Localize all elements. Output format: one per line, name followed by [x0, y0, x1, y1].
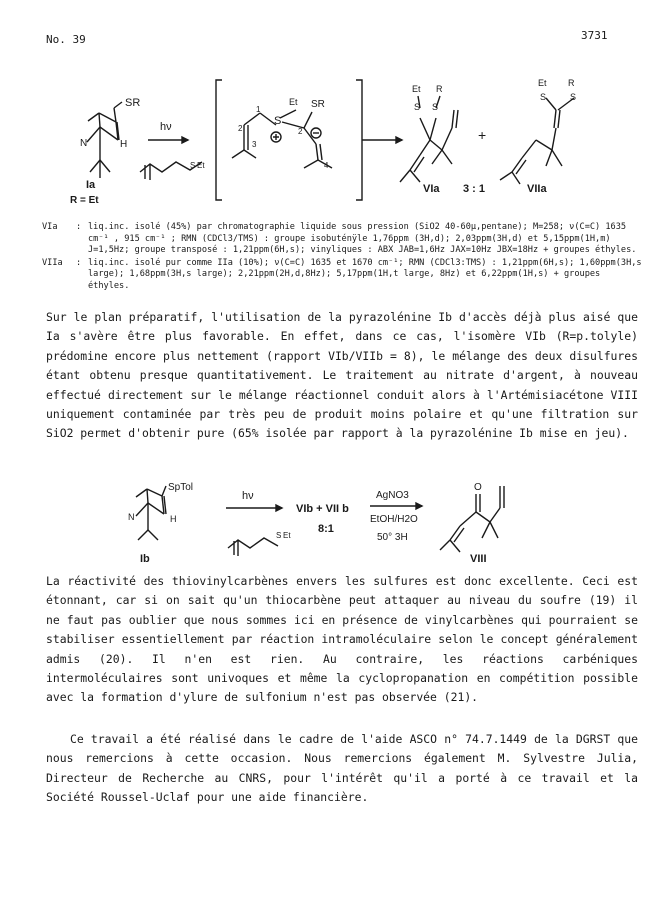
- sulfide-et-label: Et: [197, 161, 205, 170]
- mixture-ratio: 8:1: [318, 523, 334, 535]
- paragraph-acknowledgements: Ce travail a été réalisé dans le cadre de l'aide ASCO n° 74.7.1449 de la DGRST que nous remercions à cette occasion. Nous remercions également M. Sylvestre Julia, Directeur de Recherche au CNRS, pour l'intérêt qu'il a porté à ce travail et la Société Roussel-Uclaf pour une aide financière.: [46, 732, 638, 805]
- paragraph-preparative: Sur le plan préparatif, l'utilisation de la pyrazolénine Ib d'accès déjà plus aisé que Ia s'avère être plus favorable. En effet, dans ce cas, l'isomère VIb (R=p.tolyle) prédomine encore plus nettement (rapport VIb/VIIb = 8), le mélange des deux disulfures étant obtenu presque quantitativement. Le traitement au nitrate d'argent, à nouveau effectué directement sur le mélange réactionnel conduit alors à l'Artémisiacétone VIII uniquement contaminée par très peu de produit moins polaire et qu'une filtration sur SiO2 permet d'obtenir pure (65% isolée par rapport à la pyrazolénine Ib mise en jeu).: [46, 310, 638, 441]
- atom-number-4: 4: [324, 161, 329, 170]
- hv-label-1: hν: [160, 121, 172, 133]
- compound-ib-label: Ib: [140, 553, 150, 565]
- plus-sign: +: [478, 127, 487, 143]
- issue-number: No. 39: [46, 33, 86, 46]
- atom-number-2b: 2: [298, 127, 303, 136]
- via-label: VIa: [423, 183, 440, 195]
- via-s1-label: S: [414, 102, 421, 112]
- note-text: liq.inc. isolé (45%) par chromatographie liquide sous pression (SiO2 40-60μ,pentane); M=258; ν(C=C) 1635 cm⁻¹ , 915 cm⁻¹ ; RMN (CDCl3/TMS) : groupe isobuténÿle 1,76ppm (3H,d); 2,03ppm(3H,d) et 5,15ppm(1H,m) J=1,5Hz; groupe transposé : 1,21ppm(6H,s); vinyliques : ABX JAB=1,6Hz JAX=10Hz JBX=18Hz + groupes éthyles.: [88, 222, 637, 255]
- reaction-conditions: 50° 3H: [377, 532, 408, 543]
- reagent-solvent: EtOH/H2O: [370, 514, 418, 525]
- sptol-label: SpTol: [168, 482, 194, 493]
- n-label: N: [80, 138, 88, 149]
- via-s2-label: S: [432, 102, 439, 112]
- intermediate-sr-label: SR: [311, 99, 325, 110]
- ib-h-label: H: [170, 514, 177, 524]
- viia-et-label: Et: [538, 78, 547, 88]
- r-definition: R = Et: [70, 195, 99, 206]
- compound-ia-label: Ia: [86, 179, 96, 191]
- note-text: liq.inc. isolé pur comme IIa (10%); ν(C=C) 1635 et 1670 cm⁻¹; RMN (CDCl3:TMS) : 1,21ppm(6H,s); 1,60ppm(3H,s large); 1,68ppm(3H,s large); 2,21ppm(2H,d,8Hz); 5,17ppm(1H,t large, 8Hz) et 6,22ppm(1H,s) + groupes éthyles.: [88, 257, 642, 291]
- prenyl-sulfide-2-structure: [228, 538, 278, 556]
- sulfide2-et-label: Et: [283, 531, 291, 540]
- viii-o-label: O: [474, 482, 482, 493]
- viia-s1-label: S: [540, 92, 547, 102]
- via-r-label: R: [436, 84, 443, 94]
- atom-number-2: 2: [238, 124, 243, 133]
- via-et-label: Et: [412, 84, 421, 94]
- h-label: H: [120, 139, 128, 150]
- atom-number-1: 1: [256, 105, 261, 114]
- viia-r-label: R: [568, 78, 575, 88]
- viia-label: VIIa: [527, 183, 547, 195]
- sulfonium-s-label: S: [274, 115, 282, 127]
- product-ratio: 3 : 1: [463, 183, 486, 195]
- note-colon: :: [76, 257, 82, 268]
- reagent-agno3: AgNO3: [376, 490, 409, 501]
- mixture-label: VIb + VII b: [296, 503, 349, 515]
- viia-s2-label: S: [570, 92, 577, 102]
- paragraph-reactivity: La réactivité des thiovinylcarbènes envers les sulfures est donc excellente. Ceci est étonnant, car si on sait qu'un thiocarbène peut attaquer au niveau du soufre (19) il ne faut pas oublier que nous sommes ici en présence de vinylcarbènes qui pourraient se stabiliser essentiellement par réaction intramoléculaire selon le concept généralement admis (20). Il n'en est rien. Au contraire, les réactions carbéniques intermoléculaires sont univoques et même la cyclopropanation en compétition possible avec la formation d'ylure de sulfonium n'est pas observée (21).: [46, 574, 638, 705]
- intermediate-et-label: Et: [289, 97, 298, 107]
- sulfide2-s-label: S: [276, 531, 282, 540]
- hv-label-2: hν: [242, 490, 254, 502]
- sr-label: SR: [125, 97, 141, 109]
- ib-n-label: N: [128, 512, 135, 522]
- pyrazolenine-ib-structure: [136, 486, 166, 540]
- atom-number-3: 3: [252, 140, 257, 149]
- page-number: 3731: [581, 29, 608, 42]
- note-label: VIIa: [42, 257, 63, 268]
- compound-viii-label: VIII: [470, 553, 487, 565]
- artemisia-ketone-viii-structure: [440, 486, 504, 552]
- note-label: VIa: [42, 222, 58, 232]
- note-colon: :: [76, 222, 82, 232]
- sulfide-s-label: S: [190, 161, 196, 170]
